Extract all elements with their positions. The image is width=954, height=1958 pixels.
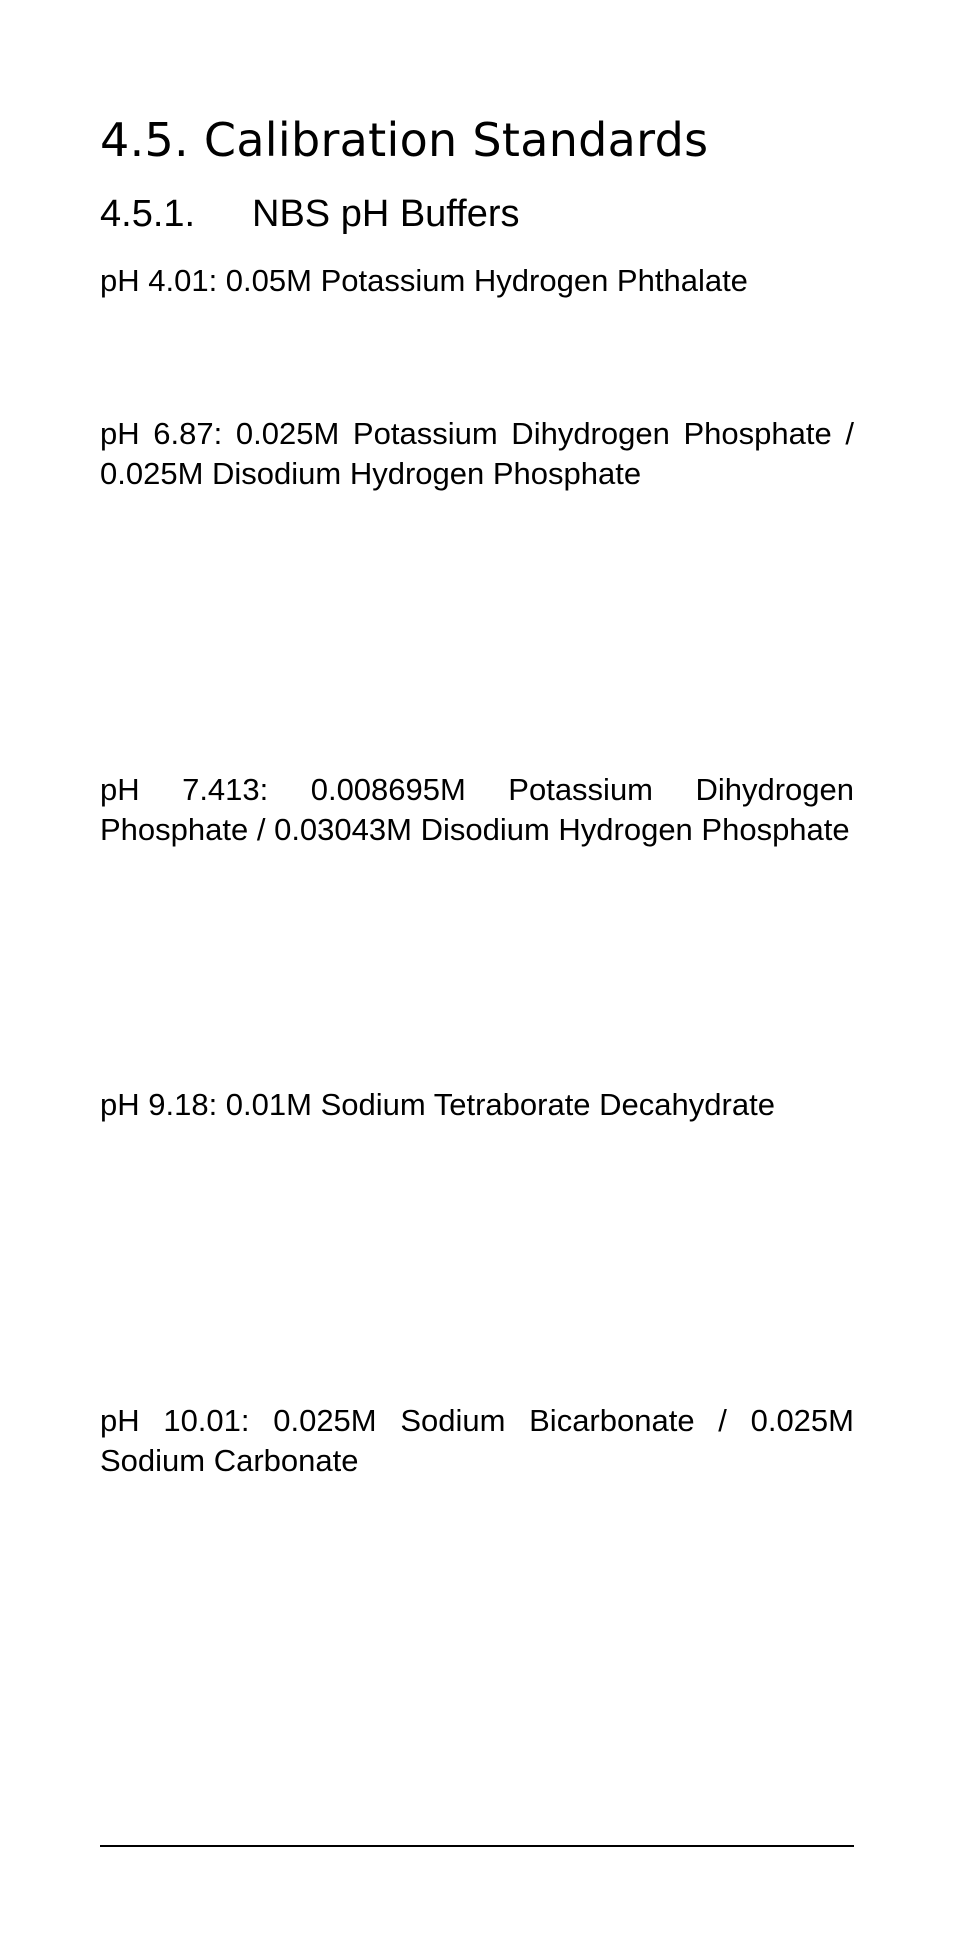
buffer-ph-4-01: pH 4.01: 0.05M Potassium Hydrogen Phthalate [100,263,748,298]
buffer-ph-9-18: pH 9.18: 0.01M Sodium Tetraborate Decahydrate [100,1087,775,1122]
document-page [100,0,854,1958]
buffer-ph-6-87: pH 6.87: 0.025M Potassium Dihydrogen Phosphate / 0.025M Disodium Hydrogen Phosphate [100,416,854,491]
subsection-title: NBS pH Buffers [252,193,520,235]
section-title: 4.5. Calibration Standards [100,113,709,167]
footer-divider [100,1845,854,1847]
buffer-ph-10-01: pH 10.01: 0.025M Sodium Bicarbonate / 0.025M Sodium Carbonate [100,1403,854,1478]
subsection-number: 4.5.1. [100,193,196,235]
buffer-ph-7-413: pH 7.413: 0.008695M Potassium Dihydrogen Phosphate / 0.03043M Disodium Hydrogen Phosphate [100,772,854,847]
subsection-heading [100,190,520,238]
